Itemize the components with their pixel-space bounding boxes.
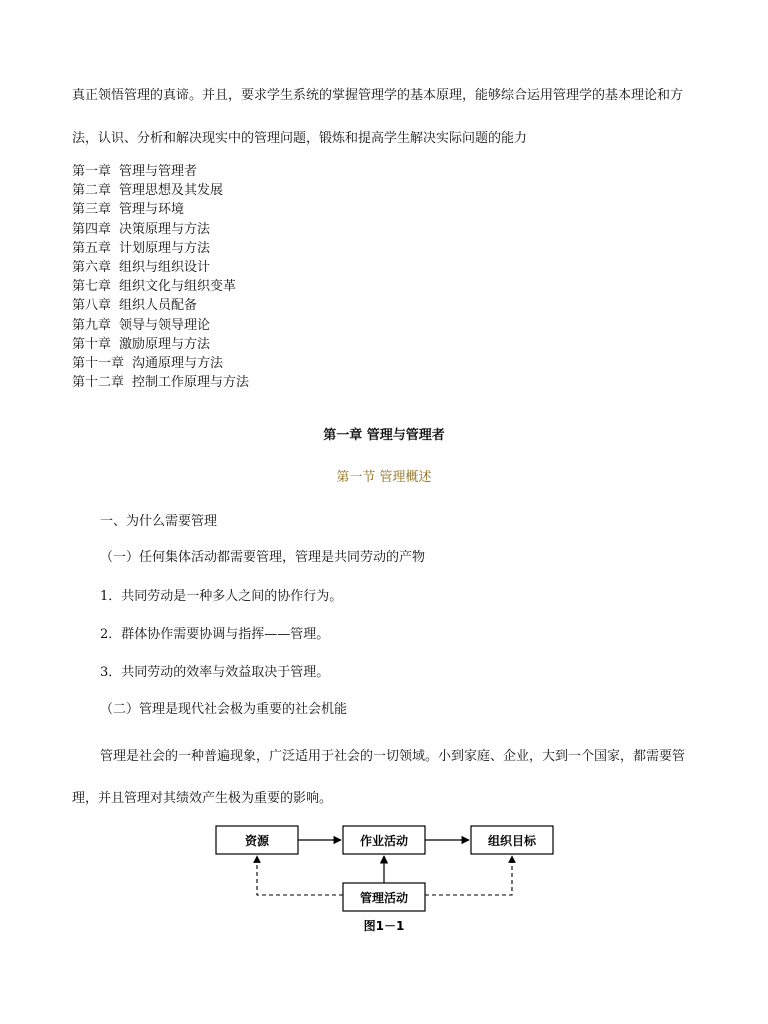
toc-chapter-title: 管理思想及其发展 [119,183,224,199]
toc-chapter-title: 管理与环境 [119,202,185,218]
toc-chapter-number: 第四章 [72,221,112,237]
box-goals-label: 组织目标 [487,834,537,848]
box-resources [216,826,298,854]
toc-chapter-title: 组织人员配备 [119,298,198,314]
list-item-1: 1．共同劳动是一种多人之间的协作行为。 [100,589,343,604]
list-item-2: 2．群体协作需要协调与指挥——管理。 [100,627,330,642]
toc-item[interactable] [72,316,249,335]
box-management-label: 管理活动 [359,891,409,905]
box-operations [343,826,425,854]
box-operations-label: 作业活动 [359,834,409,848]
toc-chapter-number: 第十一章 [72,355,125,371]
toc-item[interactable] [72,296,249,315]
toc-item[interactable] [72,354,249,373]
list-item-3: 3．共同劳动的效率与效益取决于管理。 [100,665,330,680]
toc-chapter-number: 第二章 [72,183,112,199]
intro-paragraph: 真正领悟管理的真谛。并且，要求学生系统的掌握管理学的基本原理，能够综合运用管理学的基本理论和方法，认识、分析和解决现实中的管理问题，锻炼和提高学生解决实际问题的能力 [72,88,684,146]
box-resources-label: 资源 [244,834,270,848]
toc-chapter-title: 沟通原理与方法 [132,355,224,371]
box-goals [471,826,553,854]
toc-chapter-title: 计划原理与方法 [119,240,211,256]
toc-item[interactable] [72,239,249,258]
subheading-collective-activity: （一）任何集体活动都需要管理，管理是共同劳动的产物 [100,550,426,565]
toc-chapter-number: 第八章 [72,298,112,314]
toc-chapter-title: 领导与领导理论 [119,317,211,333]
toc-chapter-number: 第七章 [72,279,112,295]
toc-chapter-number: 第五章 [72,240,112,256]
body-paragraph: 管理是社会的一种普遍现象，广泛适用于社会的一切领域。小到家庭、企业，大到一个国家，都需要管理，并且管理对其绩效产生极为重要的影响。 [72,749,686,806]
toc-chapter-title: 控制工作原理与方法 [132,375,250,391]
toc-chapter-number: 第九章 [72,317,112,333]
table-of-contents [72,162,249,392]
toc-chapter-title: 组织文化与组织变革 [119,279,237,295]
toc-item[interactable] [72,181,249,200]
toc-chapter-number: 第十章 [72,336,112,352]
toc-chapter-number: 第三章 [72,202,112,218]
toc-item[interactable] [72,277,249,296]
toc-item[interactable] [72,373,249,392]
toc-chapter-title: 决策原理与方法 [119,221,211,237]
toc-chapter-title: 组织与组织设计 [119,259,211,275]
heading-why-management: 一、为什么需要管理 [100,514,218,529]
toc-chapter-title: 管理与管理者 [119,164,198,179]
toc-chapter-number: 第六章 [72,259,112,275]
subheading-social-function: （二）管理是现代社会极为重要的社会机能 [100,702,348,717]
toc-item[interactable] [72,335,249,354]
chapter-title: 第一章 管理与管理者 [323,428,445,443]
toc-item[interactable] [72,162,249,181]
dashed-arrow-management-to-goals [425,856,512,895]
box-management [343,883,425,911]
figure-caption: 图1－1 [363,919,405,933]
toc-item[interactable] [72,258,249,277]
toc-chapter-number: 第十二章 [72,375,125,391]
toc-item[interactable] [72,200,249,219]
dashed-arrow-management-to-resources [257,856,343,895]
management-diagram [210,818,560,938]
toc-item[interactable] [72,220,249,239]
section-title: 第一节 管理概述 [336,470,432,485]
toc-chapter-number: 第一章 [72,164,112,179]
toc-chapter-title: 激励原理与方法 [119,336,211,352]
